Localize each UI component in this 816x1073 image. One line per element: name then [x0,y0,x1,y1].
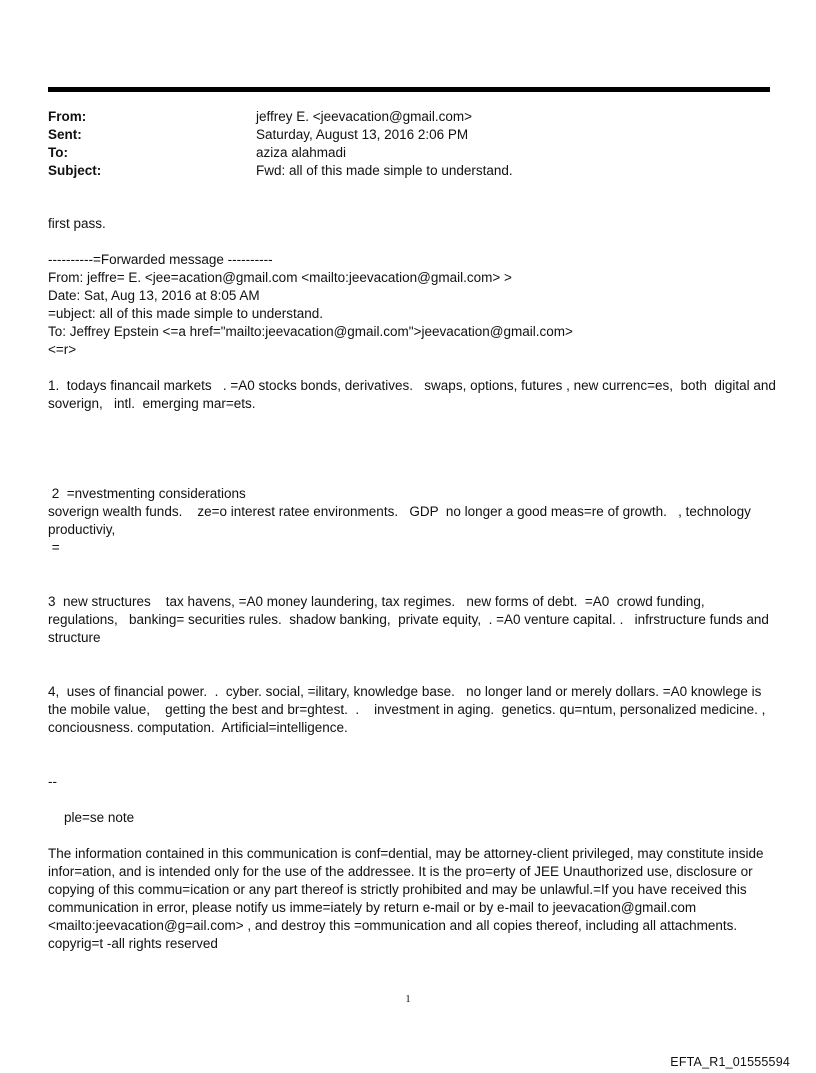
subject-value: Fwd: all of this made simple to understand. [256,163,513,178]
item-1-paragraph: 1. todays financail markets . =A0 stocks bonds, derivatives. swaps, options, futures , new currenc=es, both digital and soverign, intl. emerging mar=ets. [48,378,780,411]
header-rule [48,87,770,92]
sent-label: Sent: [48,127,82,142]
forward-from: From: jeffre= E. <jee=acation@gmail.com <mailto:jeevacation@gmail.com> > [48,270,512,285]
sent-value: Saturday, August 13, 2016 2:06 PM [256,127,469,142]
to-value: aziza alahmadi [256,145,347,160]
to-label: To: [48,145,68,160]
email-body [48,215,780,953]
header-row-sent [48,126,770,144]
item-4-paragraph: 4, uses of financial power. . cyber. social, =ilitary, knowledge base. no longer land or merely dollars. =A0 knowlege is the mobile value, getting the best and br=ghtest. . investment in aging. genetics. qu=ntum, personalized medicine. , conciousness. computation. Artificial=intelligence. [48,684,770,735]
forward-br: <=r> [48,342,77,357]
item-3-paragraph: 3 new structures tax havens, =A0 money laundering, tax regimes. new forms of debt. =A0 crowd funding, regulations, banking= securities rules. shadow banking, private equity, . =A0 venture capital. . infrstructure funds and structure [48,594,773,645]
from-label: From: [48,109,87,124]
header-row-from [48,108,770,126]
note-line: ple=se note [64,810,135,825]
document-id: EFTA_R1_01555594 [670,1055,790,1069]
page-number: 1 [405,993,411,1005]
email-header [48,108,770,180]
header-row-to [48,144,770,162]
from-value: jeffrey E. <jeevacation@gmail.com> [256,109,473,124]
header-row-subject [48,162,770,180]
intro-line: first pass. [48,216,106,231]
signature-separator: -- [48,774,57,789]
forward-date: Date: Sat, Aug 13, 2016 at 8:05 AM [48,288,260,303]
forward-to: To: Jeffrey Epstein <=a href="mailto:jeevacation@gmail.com">jeevacation@gmail.com> [48,324,573,339]
item-2-paragraph: soverign wealth funds. ze=o interest ratee environments. GDP no longer a good meas=re of growth. , technology productiviy, [48,504,755,537]
forward-separator: ----------=Forwarded message ---------- [48,252,273,267]
item-2-tail: = [48,540,60,555]
forward-subject: =ubject: all of this made simple to understand. [48,306,324,321]
subject-label: Subject: [48,163,102,178]
disclaimer-paragraph: The information contained in this communication is conf=dential, may be attorney-client privileged, may constitute inside infor=ation, and is intended only for the use of the addressee. It is the pro=erty of JEE Unauthorized use, disclosure or copying of this commu=ication or any part thereof is strictly prohibited and may be unlawful.=If you have received this communication in error, please notify us imme=iately by return e-mail or by e-mail to jeevacation@gmail.com <mailto:jeevacation@g=ail.com> , and destroy this =ommunication and all copies thereof, including all attachments. copyrig=t -all rights reserved [48,846,768,951]
item-2-title: 2 =nvestmenting considerations [48,486,246,501]
